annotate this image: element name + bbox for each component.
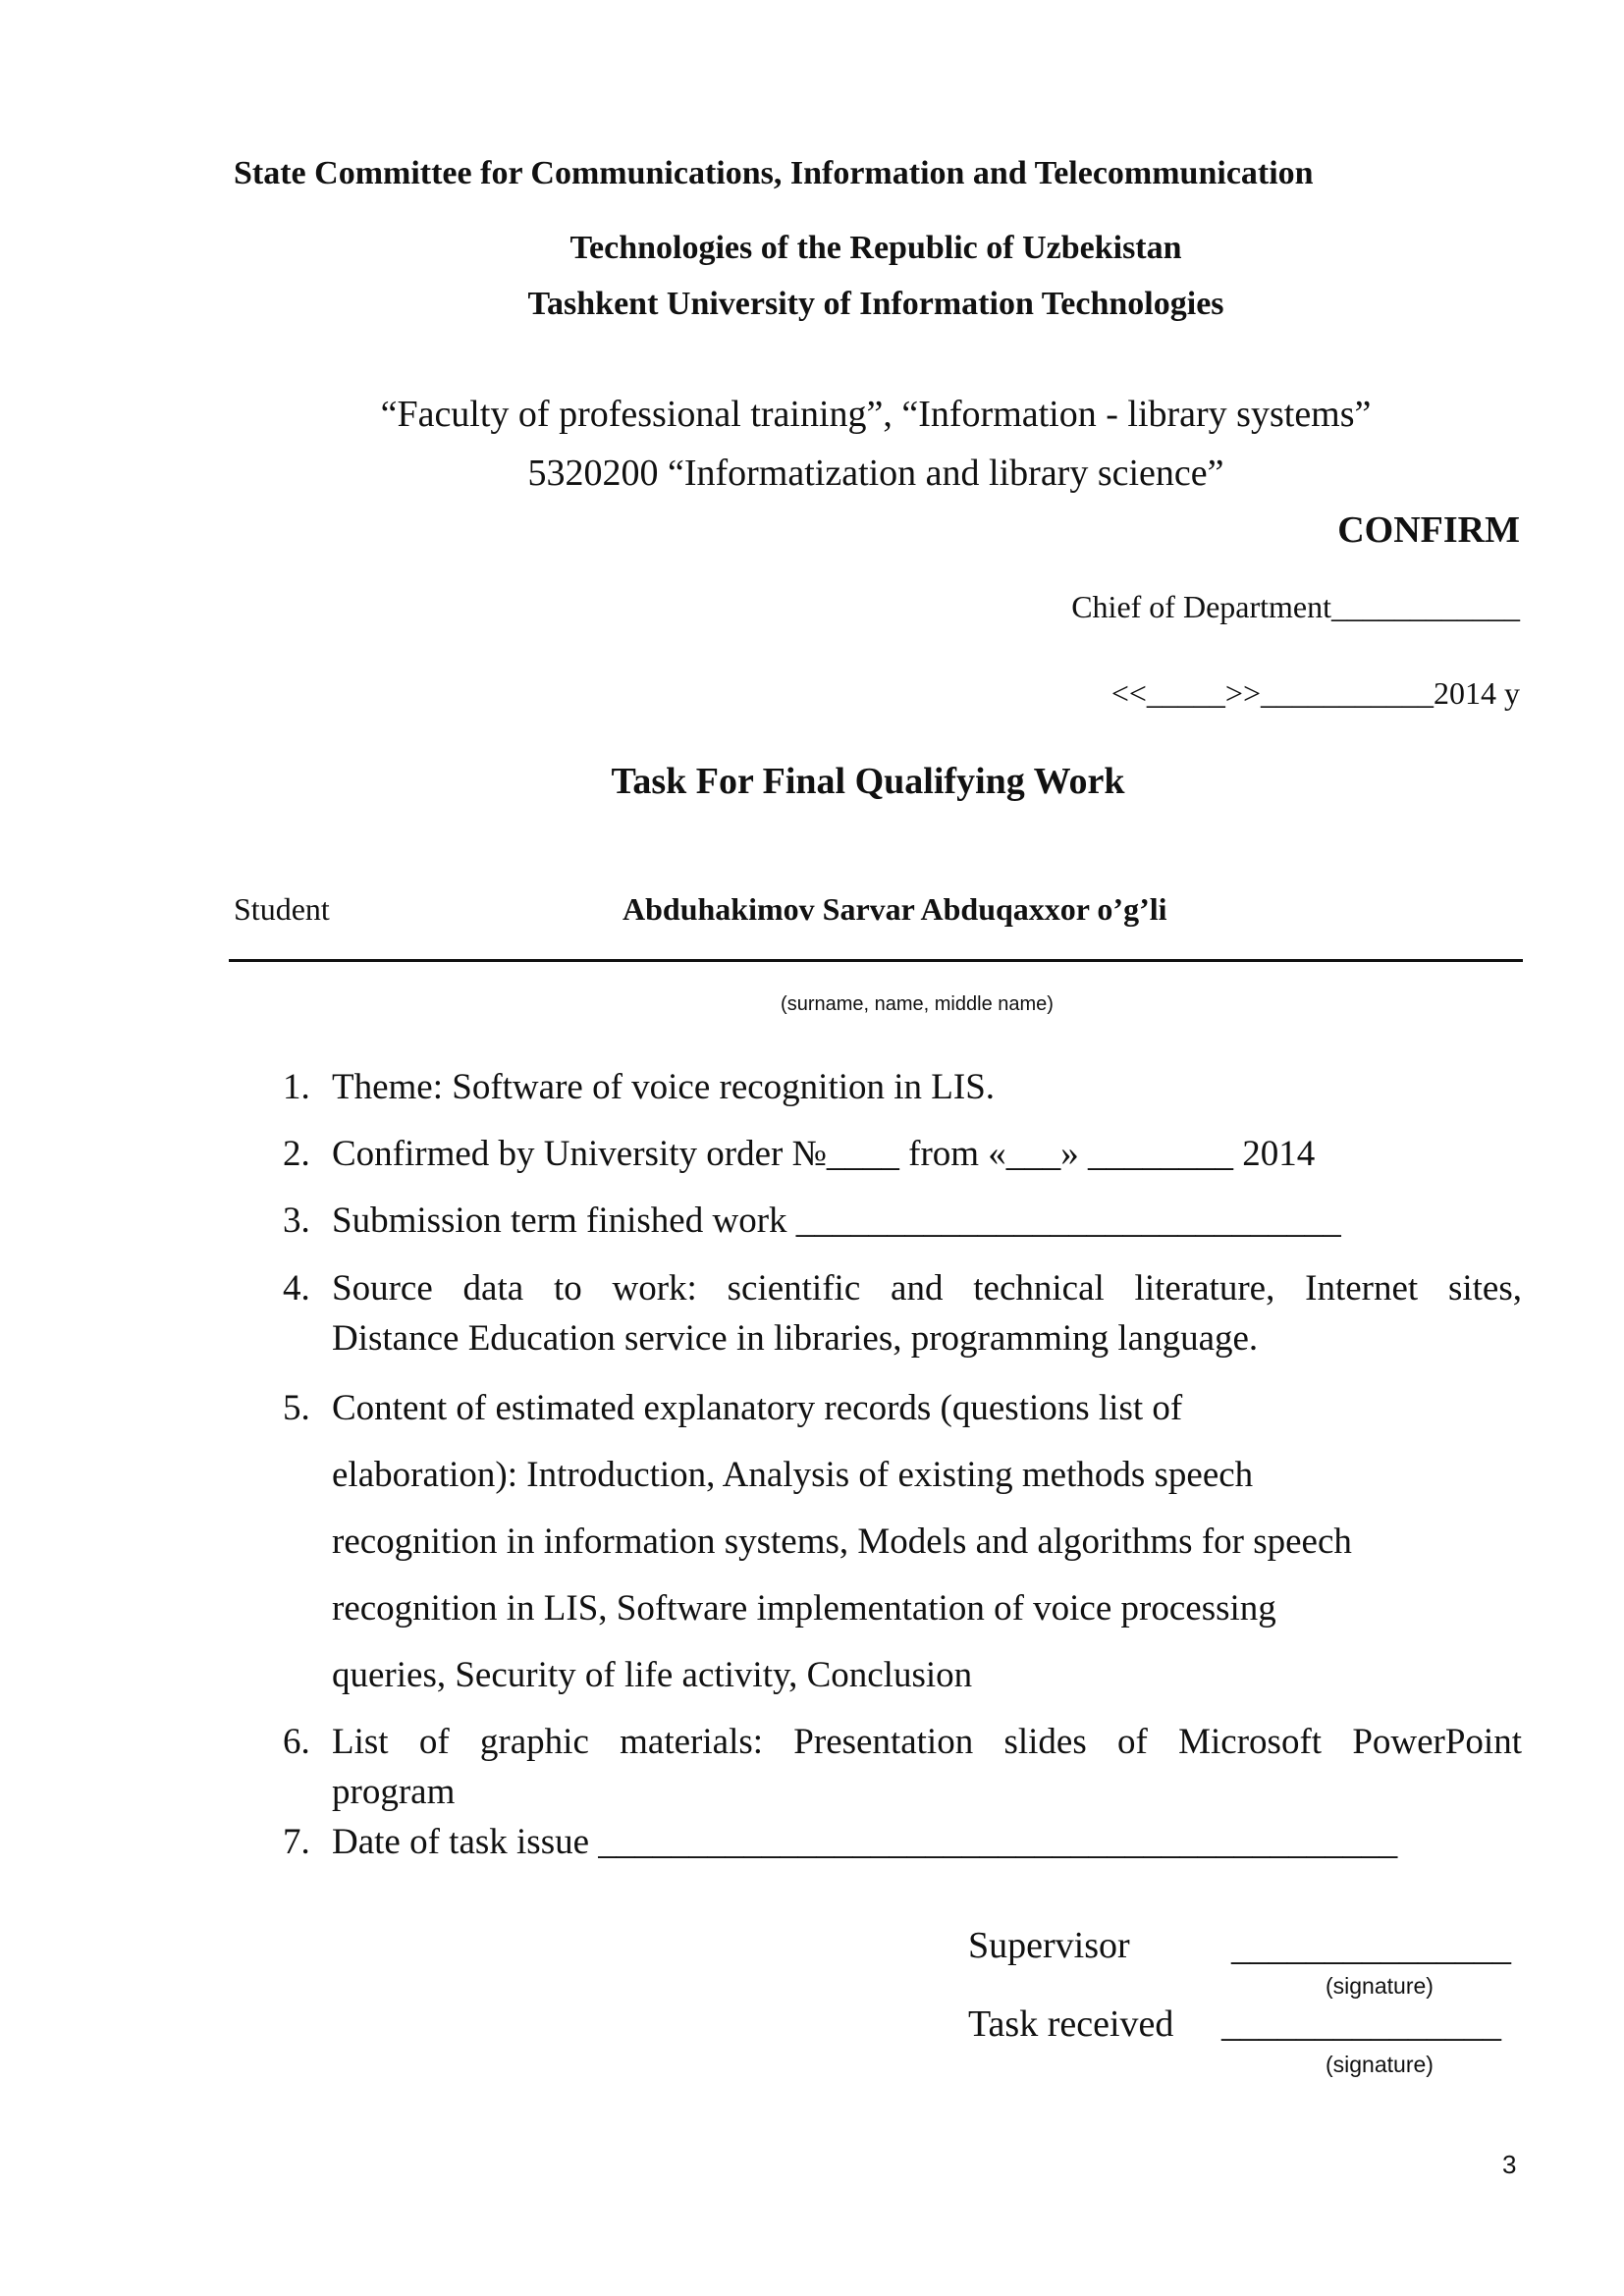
list-item-number: 3. <box>283 1201 310 1241</box>
approval-date: <<_____>>___________2014 y <box>1110 675 1520 711</box>
list-item-number: 5. <box>283 1388 310 1428</box>
student-label: Student <box>234 891 330 927</box>
list-item <box>283 1054 1522 1121</box>
list-item-text-line: recognition in information systems, Models and algorithms for speech <box>332 1522 1352 1562</box>
supervisor-signature-line: _______________ <box>1231 1927 1511 1968</box>
list-item <box>283 1255 1522 1363</box>
list-item-text-line: program <box>332 1772 456 1812</box>
list-item-number: 7. <box>283 1822 310 1862</box>
list-item-text-line: Content of estimated explanatory records (questions list of <box>332 1388 1183 1428</box>
list-item-text-line: Distance Education service in libraries, programming language. <box>332 1318 1259 1359</box>
list-item <box>283 1717 1522 1817</box>
list-item-text: Confirmed by University order №____ from «___» ________ 2014 <box>332 1134 1316 1174</box>
supervisor-signature-caption: (signature) <box>1326 1973 1434 1999</box>
task-received-signature-line: _______________ <box>1221 2003 1501 2045</box>
list-item <box>283 1188 1522 1255</box>
list-item-text-line: recognition in LIS, Software implementation of voice processing <box>332 1588 1276 1629</box>
student-rule <box>229 959 1523 962</box>
list-item-text: Submission term finished work ______________________________ <box>332 1201 1341 1241</box>
task-received-signature-caption: (signature) <box>1326 2052 1434 2077</box>
faculty-line-1: “Faculty of professional training”, “Information - library systems” <box>380 394 1372 435</box>
supervisor-label: Supervisor <box>968 1925 1130 1966</box>
task-list <box>283 1054 1522 1867</box>
page-number: 3 <box>1502 2150 1517 2179</box>
list-item-text-line: queries, Security of life activity, Conclusion <box>332 1655 973 1695</box>
header-line-3: Tashkent University of Information Technologies <box>527 286 1224 322</box>
list-item-text-line: Source data to work: scientific and technical literature, Internet sites, <box>332 1268 1522 1308</box>
confirm-heading: CONFIRM <box>1337 509 1520 551</box>
student-name: Abduhakimov Sarvar Abduqaxxor o’g’li <box>623 891 1167 927</box>
list-item-text: Date of task issue ____________________________________________ <box>332 1822 1398 1862</box>
list-item <box>283 1817 1522 1867</box>
list-item-text-line: elaboration): Introduction, Analysis of existing methods speech <box>332 1455 1254 1495</box>
document-title: Task For Final Qualifying Work <box>611 761 1125 802</box>
header-line-1: State Committee for Communications, Information and Telecommunication <box>234 155 1314 191</box>
faculty-line-2: 5320200 “Informatization and library science” <box>527 453 1224 494</box>
student-caption: (surname, name, middle name) <box>781 993 1054 1015</box>
list-item-text-line: List of graphic materials: Presentation slides of Microsoft PowerPoint <box>332 1722 1522 1762</box>
header-line-2: Technologies of the Republic of Uzbekistan <box>569 230 1182 266</box>
list-item-number: 6. <box>283 1722 310 1762</box>
list-item <box>283 1375 1522 1709</box>
list-item-number: 1. <box>283 1067 310 1107</box>
list-item <box>283 1121 1522 1188</box>
list-item-number: 4. <box>283 1268 310 1308</box>
list-item-number: 2. <box>283 1134 310 1174</box>
task-received-label: Task received <box>968 2003 1174 2045</box>
chief-of-department: Chief of Department____________ <box>1071 589 1520 624</box>
list-item-text: Theme: Software of voice recognition in LIS. <box>332 1067 996 1107</box>
